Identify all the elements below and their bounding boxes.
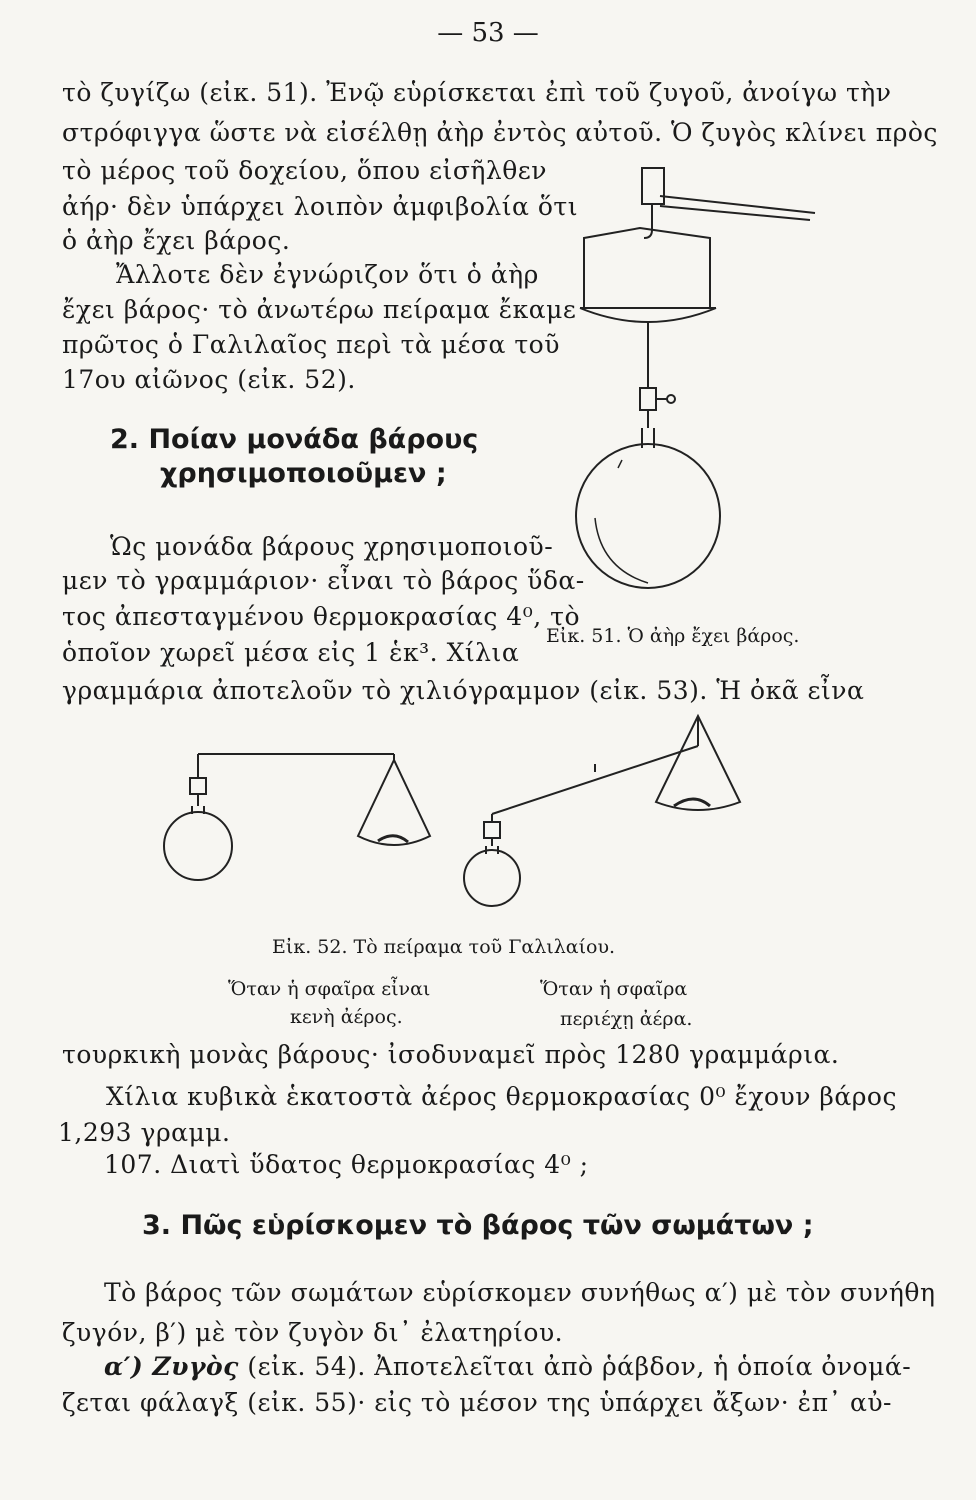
figure-52-caption: Εἰκ. 52. Τὸ πείραμα τοῦ Γαλιλαίου.: [272, 936, 616, 958]
section-heading: [142, 1210, 814, 1241]
text-line: γραμμάρια ἀποτελοῦν τὸ χιλιόγραμμον (εἰκ. 53). Ἡ ὀκᾶ εἶνα: [62, 676, 865, 705]
text-line: τὸ μέρος τοῦ δοχείου, ὅπου εἰσῆλθεν: [62, 156, 547, 185]
page-number: — 53 —: [437, 18, 539, 48]
text-line: τος ἀπεσταγμένου θερμοκρασίας 4⁰, τὸ: [62, 602, 581, 631]
text-line: πρῶτος ὁ Γαλιλαῖος περὶ τὰ μέσα τοῦ: [62, 330, 560, 359]
figure-52: [150, 706, 740, 910]
text-line: Ἄλλοτε δὲν ἐγνώριζον ὅτι ὁ ἀὴρ: [116, 260, 539, 289]
figure-51-caption: Εἰκ. 51. Ὁ ἀὴρ ἔχει βάρος.: [546, 625, 800, 647]
text-line: 17ου αἰῶνος (εἰκ. 52).: [62, 365, 356, 394]
text-line: ὁποῖον χωρεῖ μέσα εἰς 1 ἑκ³. Χίλια: [62, 638, 520, 667]
text-line: 1,293 γραμμ.: [58, 1118, 231, 1147]
text-line: τὸ ζυγίζω (εἰκ. 51). Ἐνῷ εὑρίσκεται ἐπὶ τοῦ ζυγοῦ, ἀνοίγω τὴν: [62, 78, 892, 107]
text-line: ζεται φάλαγξ (εἰκ. 55)· εἰς τὸ μέσον της ὑπάρχει ἄξων· ἐπ᾽ αὐ-: [62, 1388, 892, 1417]
text-line: ἀήρ· δὲν ὑπάρχει λοιπὸν ἀμφιβολία ὅτι: [62, 192, 579, 221]
text-line: μεν τὸ γραμμάριον· εἶναι τὸ βάρος ὕδα-: [62, 566, 585, 595]
figure-52-right-label: Ὅταν ἡ σφαῖρα: [540, 978, 688, 1000]
section-title: Ποίαν μονάδα βάρους: [148, 424, 479, 455]
section-number: 2.: [110, 424, 140, 455]
text-line: ὁ ἀὴρ ἔχει βάρος.: [62, 226, 291, 255]
text-line: 107. Διατὶ ὕδατος θερμοκρασίας 4⁰ ;: [104, 1150, 589, 1179]
section-title: Πῶς εὑρίσκομεν τὸ βάρος τῶν σωμάτων ;: [180, 1210, 814, 1241]
text-line: Χίλια κυβικὰ ἑκατοστὰ ἀέρος θερμοκρασίας 0⁰ ἔχουν βάρος: [106, 1082, 897, 1111]
text-line: Ὡς μονάδα βάρους χρησιμοποιοῦ-: [110, 532, 554, 561]
figure-52-left-label: κενὴ ἀέρος.: [290, 1006, 403, 1028]
text-line: στρόφιγγα ὥστε νὰ εἰσέλθῃ ἀὴρ ἐντὸς αὐτοῦ. Ὁ ζυγὸς κλίνει πρὸς: [62, 118, 938, 147]
galileo-experiment-illustration: [150, 706, 740, 906]
figure-52-right-label: περιέχῃ ἀέρα.: [560, 1008, 693, 1030]
text-line: ζυγόν, β′) μὲ τὸν ζυγὸν δι᾽ ἐλατηρίου.: [62, 1318, 564, 1347]
figure-51: [560, 158, 840, 622]
flask-on-balance-illustration: [560, 158, 840, 618]
text-line: Τὸ βάρος τῶν σωμάτων εὑρίσκομεν συνήθως α′) μὲ τὸν συνήθη: [104, 1278, 936, 1307]
figure-52-left-label: Ὅταν ἡ σφαῖρα εἶναι: [228, 978, 431, 1000]
section-heading: [110, 424, 478, 455]
text-line: τουρκικὴ μονὰς βάρους· ἰσοδυναμεῖ πρὸς 1280 γραμμάρια.: [62, 1040, 840, 1069]
text-fragment: (εἰκ. 54). Ἀποτελεῖται ἀπὸ ῥάβδον, ἡ ὁποία ὀνομά-: [247, 1352, 912, 1381]
section-title-continued: χρησιμοποιοῦμεν ;: [160, 458, 447, 489]
section-number: 3.: [142, 1210, 172, 1241]
text-line: ἔχει βάρος· τὸ ἀνωτέρω πείραμα ἔκαμε: [62, 295, 577, 324]
text-line: [104, 1352, 911, 1381]
subsection-label: α′) Ζυγὸς: [104, 1352, 239, 1381]
